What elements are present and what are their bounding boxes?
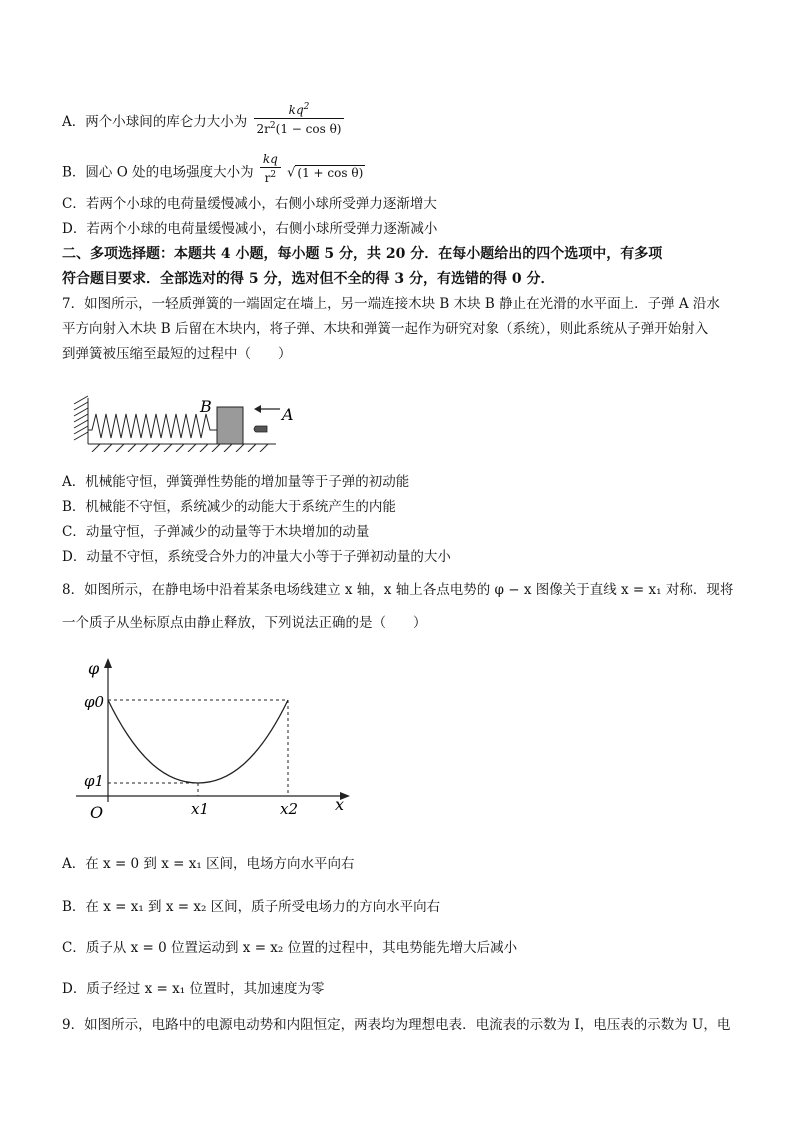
q6-b-sqrt: (1 + cos θ) (297, 165, 364, 180)
q6-option-d: D．若两个小球的电荷量缓慢减小，右侧小球所受弹力逐渐减小 (62, 221, 438, 237)
q6-a-denominator: 2r (256, 122, 270, 136)
y-axis-arrow (104, 658, 112, 668)
bullet-a (254, 426, 267, 432)
q8-stem-line2: 一个质子从坐标原点由静止释放，下列说法正确的是（ ） (62, 615, 427, 631)
spring (88, 414, 217, 438)
section2-heading-line2: 符合题目要求．全部选对的得 5 分，选对但不全的得 3 分，有选错的得 0 分． (62, 271, 555, 287)
q6-a-numerator: kq (288, 103, 304, 117)
q7-option-a: A．机械能守恒，弹簧弹性势能的增加量等于子弹的初动能 (62, 474, 410, 490)
q7-stem-line2: 平方向射入木块 B 后留在木块内，将子弹、木块和弹簧一起作为研究对象（系统），则此系统从子弹开始射入 (62, 321, 709, 337)
bullet-a-label: A (282, 405, 294, 424)
q8-option-d: D．质子经过 x = x₁ 位置时，其加速度为零 (62, 981, 325, 997)
q8-potential-graph (70, 652, 360, 827)
q7-option-b: B．机械能不守恒，系统减少的动能大于系统产生的内能 (62, 499, 396, 515)
q8-stem-line1: 8．如图所示，在静电场中沿着某条电场线建立 x 轴，x 轴上各点电势的 φ − x 图像关于直线 x = x₁ 对称．现将 (62, 582, 734, 598)
q8-option-a: A．在 x = 0 到 x = x₁ 区间，电场方向水平向右 (62, 856, 355, 872)
q7-stem-line3: 到弹簧被压缩至最短的过程中（ ） (62, 346, 292, 362)
q7-option-d: D．动量不守恒，系统受合外力的冲量大小等于子弹初动量的大小 (62, 549, 451, 565)
y-axis-label: φ (88, 659, 100, 678)
block-b (217, 407, 243, 444)
block-b-label: B (200, 397, 212, 416)
x1-label: x1 (191, 800, 210, 818)
q6-option-b-fraction: $\frac{kq}{r^2}$ (260, 152, 281, 186)
q6-option-a (62, 104, 346, 141)
phi0-label: φ0 (84, 693, 105, 711)
q6-b-denominator: r (264, 171, 271, 185)
wall-hatch (74, 396, 88, 444)
q6-option-a-text: A．两个小球间的库仑力大小为 (62, 114, 248, 130)
q7-option-c: C．动量守恒，子弹减少的动量等于木块增加的动量 (62, 524, 370, 540)
x-axis-label: x (335, 795, 345, 814)
q6-a-denominator-tail: (1 − cos θ) (275, 122, 342, 136)
q8-option-c: C．质子从 x = 0 位置运动到 x = x₂ 位置的过程中，其电势能先增大后减小 (62, 940, 518, 956)
origin-label: O (90, 803, 104, 822)
floor-hatch (88, 444, 276, 452)
potential-curve (108, 700, 288, 783)
q7-spring-block-figure (70, 392, 310, 452)
x2-label: x2 (280, 800, 299, 818)
q7-stem-line1: 7．如图所示，一轻质弹簧的一端固定在墙上，另一端连接木块 B 木块 B 静止在光滑的水平面上．子弹 A 沿水 (62, 296, 720, 312)
q6-b-numerator: kq (260, 152, 281, 168)
q6-option-a-fraction: $\frac{kq^2}{2r^2(1 - \cos \theta)}$ (254, 100, 345, 137)
q6-option-c: C．若两个小球的电荷量缓慢减小，右侧小球所受弹力逐渐增大 (62, 196, 437, 212)
section2-heading-line1: 二、多项选择题：本题共 4 小题，每小题 5 分，共 20 分．在每小题给出的四个选项中，有多项 (62, 246, 663, 262)
q6-option-b: B．圆心 O 处的电场强度大小为 $\frac{kq}{r^2}$ √ (1 + cos θ) (62, 152, 364, 185)
q9-stem-line1: 9．如图所示，电路中的电源电动势和内阻恒定，两表均为理想电表．电流表的示数为 I，电压表的示数为 U，电 (62, 1017, 731, 1033)
q6-option-b-text: B．圆心 O 处的电场强度大小为 (62, 164, 254, 181)
arrow-a-head (254, 405, 261, 413)
phi1-label: φ1 (84, 772, 105, 790)
q8-option-b: B．在 x = x₁ 到 x = x₂ 区间，质子所受电场力的方向水平向右 (62, 899, 441, 915)
